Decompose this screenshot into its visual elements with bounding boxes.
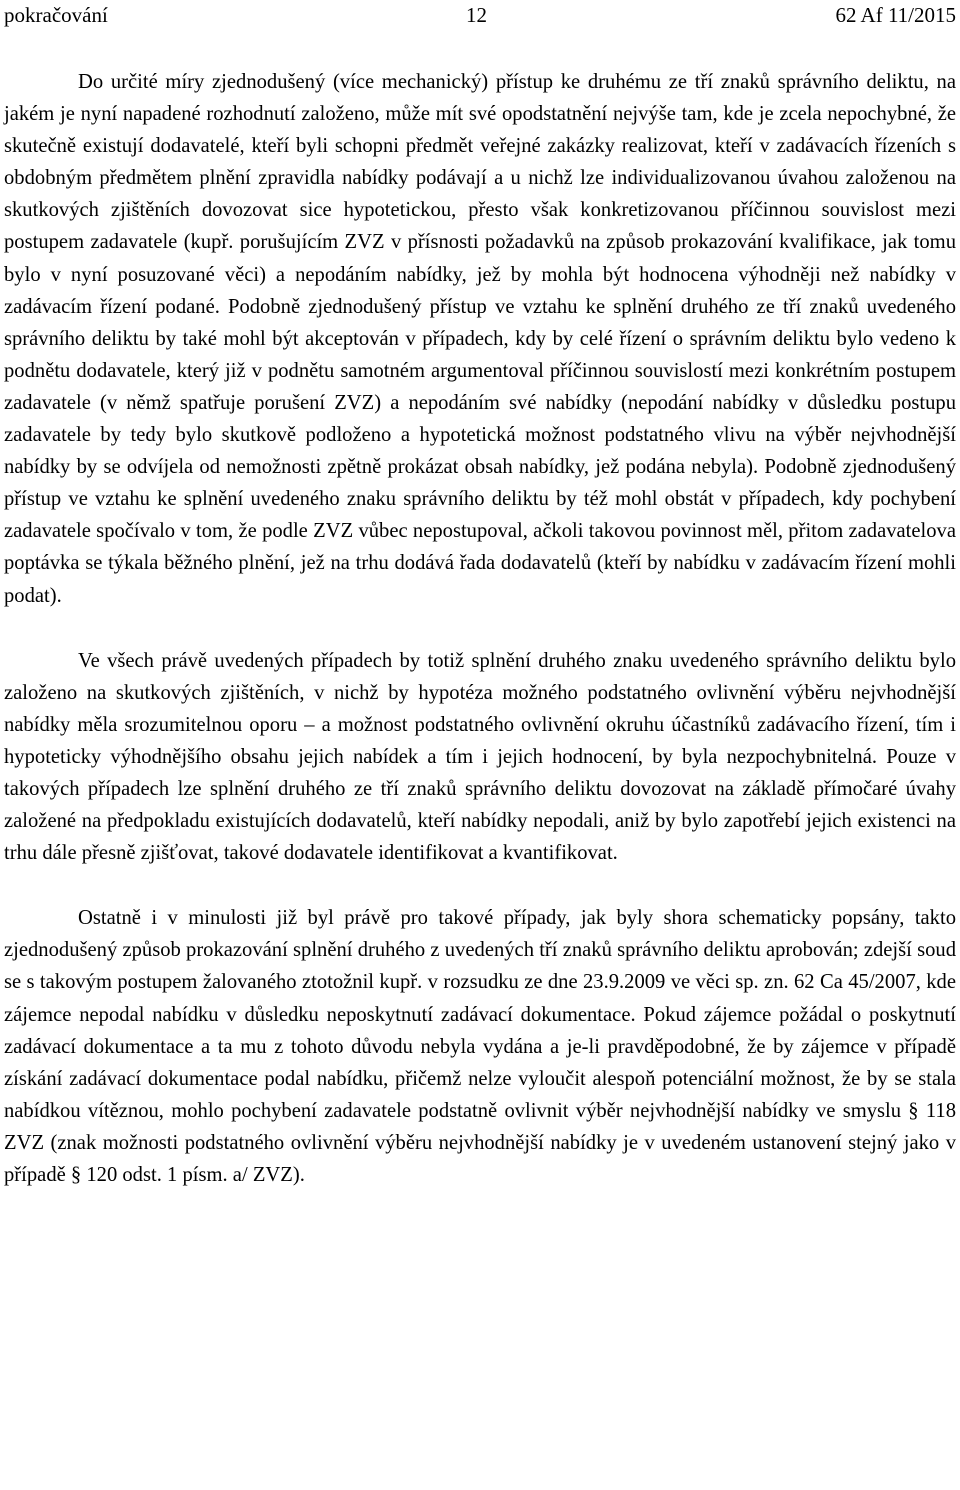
- paragraph-3: Ostatně i v minulosti již byl právě pro takové případy, jak byly shora schematicky popsány, takto zjednodušený způsob prokazování splnění druhého z uvedených tří znaků správního deliktu aprobován; zdejší soud se s takovým postupem žalovaného ztotožnil kupř. v rozsudku ze dne 23.9.2009 ve věci sp. zn. 62 Ca 45/2007, kde zájemce nepodal nabídku v důsledku neposkytnutí zadávací dokumentace. Pokud zájemce požádal o poskytnutí zadávací dokumentace a ta mu z tohoto důvodu nebyla vydána a je-li pravděpodobné, že by zájemce v případě získání zadávací dokumentace podal nabídku, přičemž nelze vyloučit alespoň potenciální možnost, že by se stala nabídkou vítěznou, mohlo pochybení zadavatele podstatně ovlivnit výběr nejvhodnější nabídky ve smyslu § 118 ZVZ (znak možnosti podstatného ovlivnění výběru nejvhodnější nabídky je v uvedeném ustanovení stejný jako v případě § 120 odst. 1 písm. a/ ZVZ).: [4, 907, 956, 1186]
- case-number: 62 Af 11/2015: [835, 3, 956, 27]
- paragraph-1: Do určité míry zjednodušený (více mechanický) přístup ke druhému ze tří znaků správního deliktu, na jakém je nyní napadené rozhodnutí založeno, může mít své opodstatnění nejvýše tam, kde je zcela nepochybné, že skutečně existují dodavatelé, kteří byli schopni předmět veřejné zakázky realizovat, kteří v zadávacích řízeních s obdobným předmětem plnění zpravidla nabídky podávají a u nichž lze individualizovanou úvahou založenou na skutkových zjištěních dovozovat sice hypotetickou, přesto však konkretizovanou příčinnou souvislost mezi postupem zadavatele (kupř. porušujícím ZVZ v přísnosti požadavků na způsob prokazování kvalifikace, jak tomu bylo v nyní posuzované věci) a nepodáním nabídky, jež by mohla být hodnocena výhodněji než nabídky v zadávacím řízení podané. Podobně zjednodušený přístup ve vztahu ke splnění druhého ze tří znaků uvedeného správního deliktu by také mohl být akceptován v případech, kdy by celé řízení o správním deliktu bylo vedeno k podnětu dodavatele, který již v podnětu samotném argumentoval příčinnou souvislostí mezi konkrétním postupem zadavatele (v němž spatřuje porušení ZVZ) a nepodáním své nabídky (nepodání nabídky v důsledku postupu zadavatele by tedy bylo skutkově podloženo a hypotetická možnost podstatného vlivu na výběr nejvhodnější nabídky by se odvíjela od nemožnosti zpětně prokázat obsah nabídky, jež podána nebyla). Podobně zjednodušený přístup ve vztahu ke splnění uvedeného znaku správního deliktu by též mohl obstát v případech, kdy pochybení zadavatele spočívalo v tom, že podle ZVZ vůbec nepostupoval, ačkoli takovou povinnost měl, přitom zadavatelova poptávka se týkala běžného plnění, jež na trhu dodává řada dodavatelů (kteří by nabídku v zadávacím řízení mohli podat).: [4, 71, 956, 607]
- page-header: [0, 0, 960, 32]
- paragraph-2: Ve všech právě uvedených případech by totiž splnění druhého znaku uvedeného správního deliktu bylo založeno na skutkových zjištěních, v nichž by hypotéza možného podstatného ovlivnění výběru nejvhodnější nabídky měla srozumitelnou oporu – a možnost podstatného ovlivnění okruhu účastníků zadávacího řízení, tím i hypoteticky výhodnějšího obsahu jejich nabídek a tím i jejich hodnocení, by byla nezpochybnitelná. Pouze v takových případech lze splnění druhého ze tří znaků správního deliktu dovozovat na základě přímočaré úvahy založené na předpokladu existujících dodavatelů, kteří nabídky nepodali, aniž by bylo zapotřebí jejich existenci na trhu dále přesně zjišťovat, takové dodavatele identifikovat a kvantifikovat.: [4, 649, 956, 865]
- continuation-label: pokračování: [4, 3, 108, 27]
- page-number: 12: [466, 3, 487, 27]
- document-body: [4, 66, 956, 1191]
